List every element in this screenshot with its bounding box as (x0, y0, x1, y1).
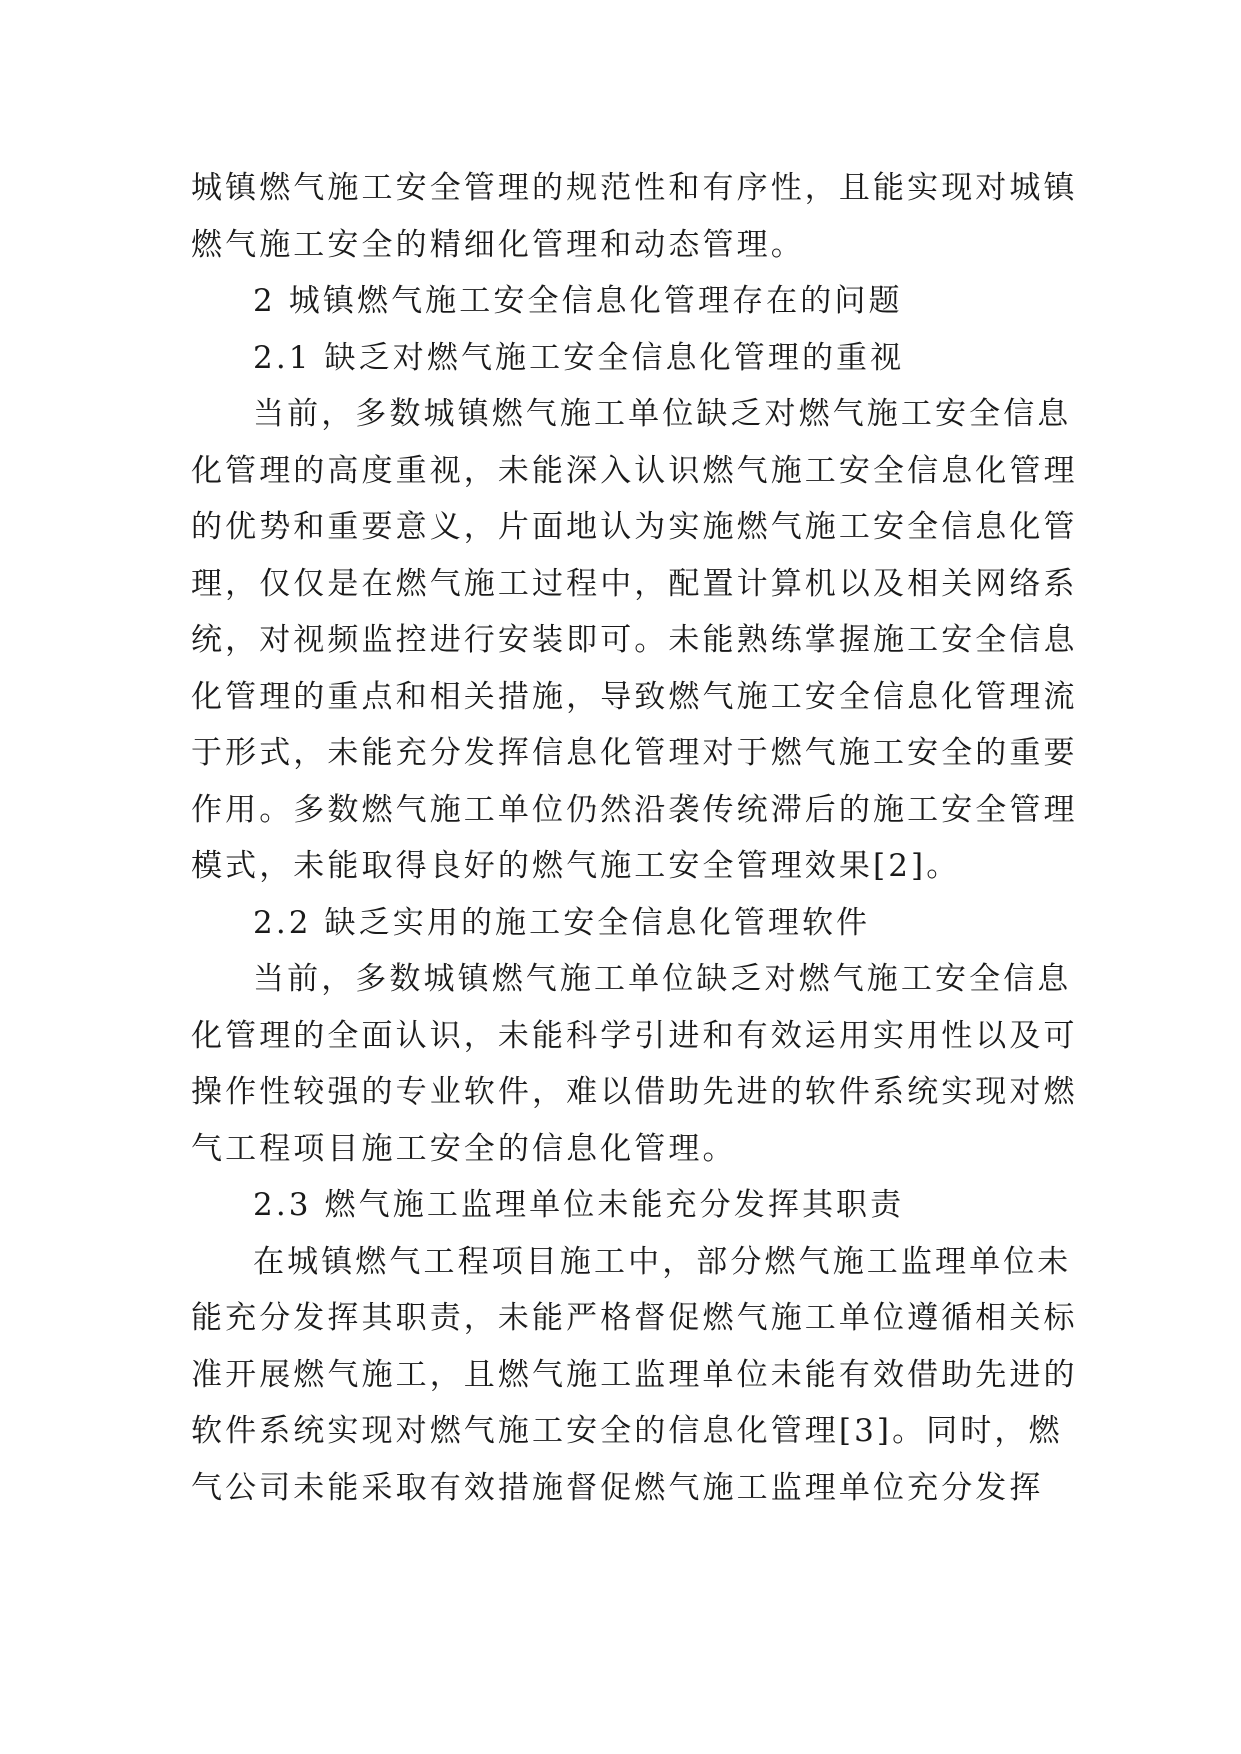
body-line: 化管理的全面认识，未能科学引进和有效运用实用性以及可 (191, 1017, 1078, 1054)
body-line: 操作性较强的专业软件，难以借助先进的软件系统实现对燃 (191, 1074, 1078, 1110)
body-line: 化管理的高度重视，未能深入认识燃气施工安全信息化管理 (191, 452, 1078, 489)
section-heading: 2 城镇燃气施工安全信息化管理存在的问题 (253, 283, 903, 319)
subsection-heading: 2.1 缺乏对燃气施工安全信息化管理的重视 (253, 339, 905, 376)
body-line: 作用。多数燃气施工单位仍然沿袭传统滞后的施工安全管理 (191, 791, 1078, 828)
body-line: 城镇燃气施工安全管理的规范性和有序性，且能实现对城镇 (191, 170, 1078, 206)
body-line: 能充分发挥其职责，未能严格督促燃气施工单位遵循相关标 (191, 1300, 1078, 1336)
body-line: 在城镇燃气工程项目施工中，部分燃气施工监理单位未 (253, 1243, 1072, 1280)
body-line: 燃气施工安全的精细化管理和动态管理。 (191, 226, 805, 263)
body-line: 统，对视频监控进行安装即可。未能熟练掌握施工安全信息 (191, 622, 1078, 658)
body-line: 于形式，未能充分发挥信息化管理对于燃气施工安全的重要 (191, 735, 1078, 771)
subsection-heading: 2.3 燃气施工监理单位未能充分发挥其职责 (253, 1187, 905, 1223)
body-line: 理，仅仅是在燃气施工过程中，配置计算机以及相关网络系 (191, 565, 1078, 602)
body-line: 软件系统实现对燃气施工安全的信息化管理[3]。同时，燃 (191, 1413, 1063, 1449)
body-line: 气工程项目施工安全的信息化管理。 (191, 1130, 737, 1167)
body-line: 模式，未能取得良好的燃气施工安全管理效果[2]。 (191, 848, 961, 884)
body-line: 气公司未能采取有效措施督促燃气施工监理单位充分发挥 (191, 1469, 1044, 1506)
subsection-heading: 2.2 缺乏实用的施工安全信息化管理软件 (253, 904, 871, 941)
body-line: 的优势和重要意义，片面地认为实施燃气施工安全信息化管 (191, 509, 1078, 545)
body-line: 化管理的重点和相关措施，导致燃气施工安全信息化管理流 (191, 678, 1078, 715)
body-line: 当前，多数城镇燃气施工单位缺乏对燃气施工安全信息 (253, 961, 1072, 997)
body-line: 当前，多数城镇燃气施工单位缺乏对燃气施工安全信息 (253, 396, 1072, 432)
document-body (191, 160, 1078, 1516)
body-line: 准开展燃气施工，且燃气施工监理单位未能有效借助先进的 (191, 1356, 1078, 1393)
